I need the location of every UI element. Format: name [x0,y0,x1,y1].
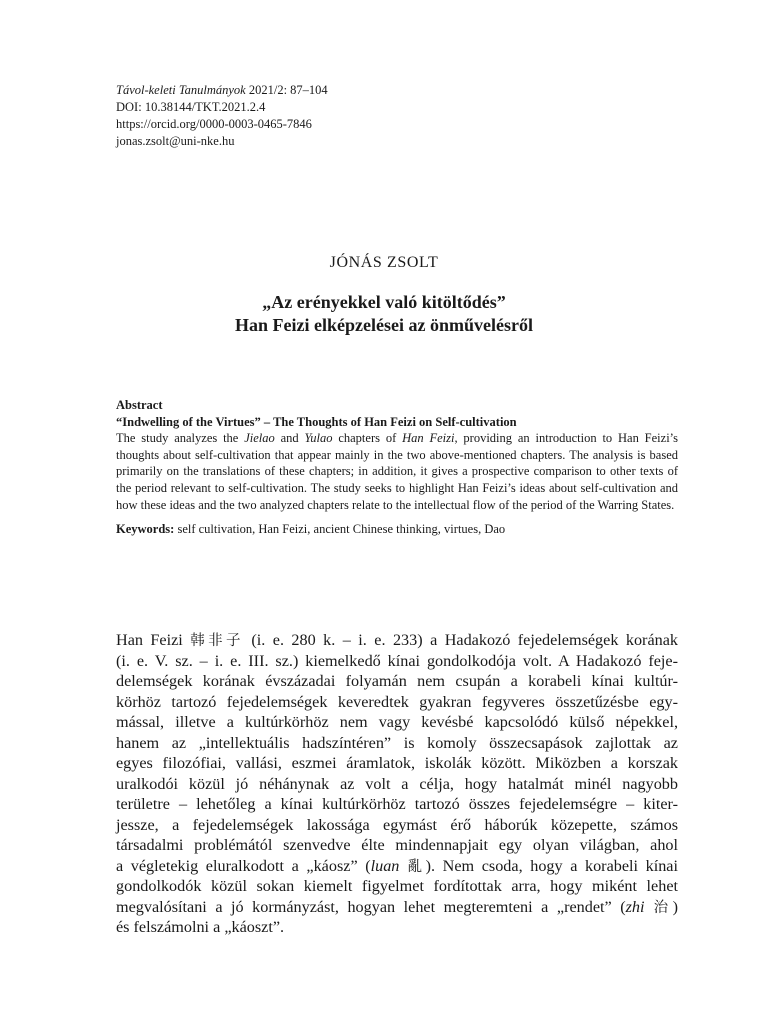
abstract-section [116,397,678,538]
abstract-yulao: Yulao [304,431,333,446]
abstract-text: and [274,431,305,446]
body-paragraph [116,630,678,938]
abstract-text: chapters of [332,431,403,446]
body-line: és felszámolni a „káoszt”. [116,918,285,936]
title-line-2: Han Feizi elképzelései az önművelésről [235,315,533,335]
body-line: egyes filozófiai, vallási, eszmei áramlatok, iskolák között. Miközben a korszak [116,754,678,772]
body-line: területre – lehetőleg a kínai kultúrkörhöz tartozó összes fejedelemségre – kiter- [116,795,678,813]
body-line: megvalósítani a jó kormányzást, hogyan lehet megteremteni a „rendet” (zhi 治) [116,897,678,916]
term-zhi: zhi [625,897,645,916]
journal-name: Távol-keleti Tanulmányok [116,83,246,97]
author-email[interactable]: jonas.zsolt@uni-nke.hu [116,134,235,148]
body-line: delemségek korának évszázadai folyamán nem csupán a korabeli kínai kultúr- [116,672,678,690]
term-luan: luan [370,856,400,875]
publication-metadata [116,82,328,150]
cjk-luan: 亂 [399,858,426,875]
abstract-body [116,430,678,513]
abstract-text: The study analyzes the [116,431,245,446]
body-line: uralkodói közül jó néhánynak az volt a célja, hogy hatalmát minél nagyobb [116,774,678,793]
abstract-english-title: “Indwelling of the Virtues” – The Thoughts of Han Feizi on Self-cultivation [116,414,517,429]
cjk-zhi: 治 [644,899,673,916]
body-line: társadalmi problémától szenvedve élte mindennapjait egy olyan világban, ahol [116,836,678,854]
journal-citation [116,82,328,99]
body-line: körhöz tartozó fejedelemségek keveredtek gyakran fegyveres összetűzésbe egy- [116,692,678,711]
body-line: mással, illetve a kultúrkörhöz nem vagy kevésbé kapcsolódó külső népekkel, [116,713,678,731]
body-line: gondolkodók közül sokan kiemelt figyelmet fordítottak arra, hogy miként lehet [116,877,678,895]
body-line: (i. e. V. sz. – i. e. III. sz.) kiemelkedő kínai gondolkodója volt. A Hadakozó feje- [116,651,678,670]
author-name: JÓNÁS ZSOLT [329,254,439,271]
orcid-link[interactable]: https://orcid.org/0000-0003-0465-7846 [116,117,312,131]
abstract-jielao: Jielao [244,431,275,446]
body-line: jessze, a fejedelemségek lakossága egymást érő háborúk közepette, számos [116,815,678,834]
abstract-heading: Abstract [116,398,163,412]
body-line: Han Feizi 韩非子 (i. e. 280 k. – i. e. 233) a Hadakozó fejedelemségek korának [116,631,678,649]
keywords-label: Keywords: [116,522,175,537]
journal-issue-pages: 2021/2: 87–104 [245,83,328,97]
title-line-1: „Az erényekkel való kitöltődés” [262,292,506,312]
abstract-hanfeizi: Han Feizi [402,431,455,446]
cjk-hanfeizi: 韩非子 [190,633,244,649]
article-title [0,291,768,337]
body-line: a végletekig eluralkodott a „káosz” (luan 亂). Nem csoda, hogy a korabeli kínai [116,856,678,875]
keywords-list: self cultivation, Han Feizi, ancient Chinese thinking, virtues, Dao [174,522,506,537]
abstract-text: , providing an introduction to Han Feizi’s thoughts about self-cultivation that appear mainly in the two above-mentioned chapters. The analysis is based primarily on the translations of these chapters; in addition, it gives a prospective comparison to other texts of the period relevant to self-cultivation. The study seeks to highlight Han Feizi’s ideas about self-cultivation and how these ideas and the two analyzed chapters relate to the intellectual flow of the period of the Warring States. [116,431,678,512]
doi: DOI: 10.38144/TKT.2021.2.4 [116,100,266,114]
body-line: hanem az „intellektuális hadszíntéren” is komoly összecsapások zajlottak az [116,733,678,752]
keywords [116,521,678,538]
